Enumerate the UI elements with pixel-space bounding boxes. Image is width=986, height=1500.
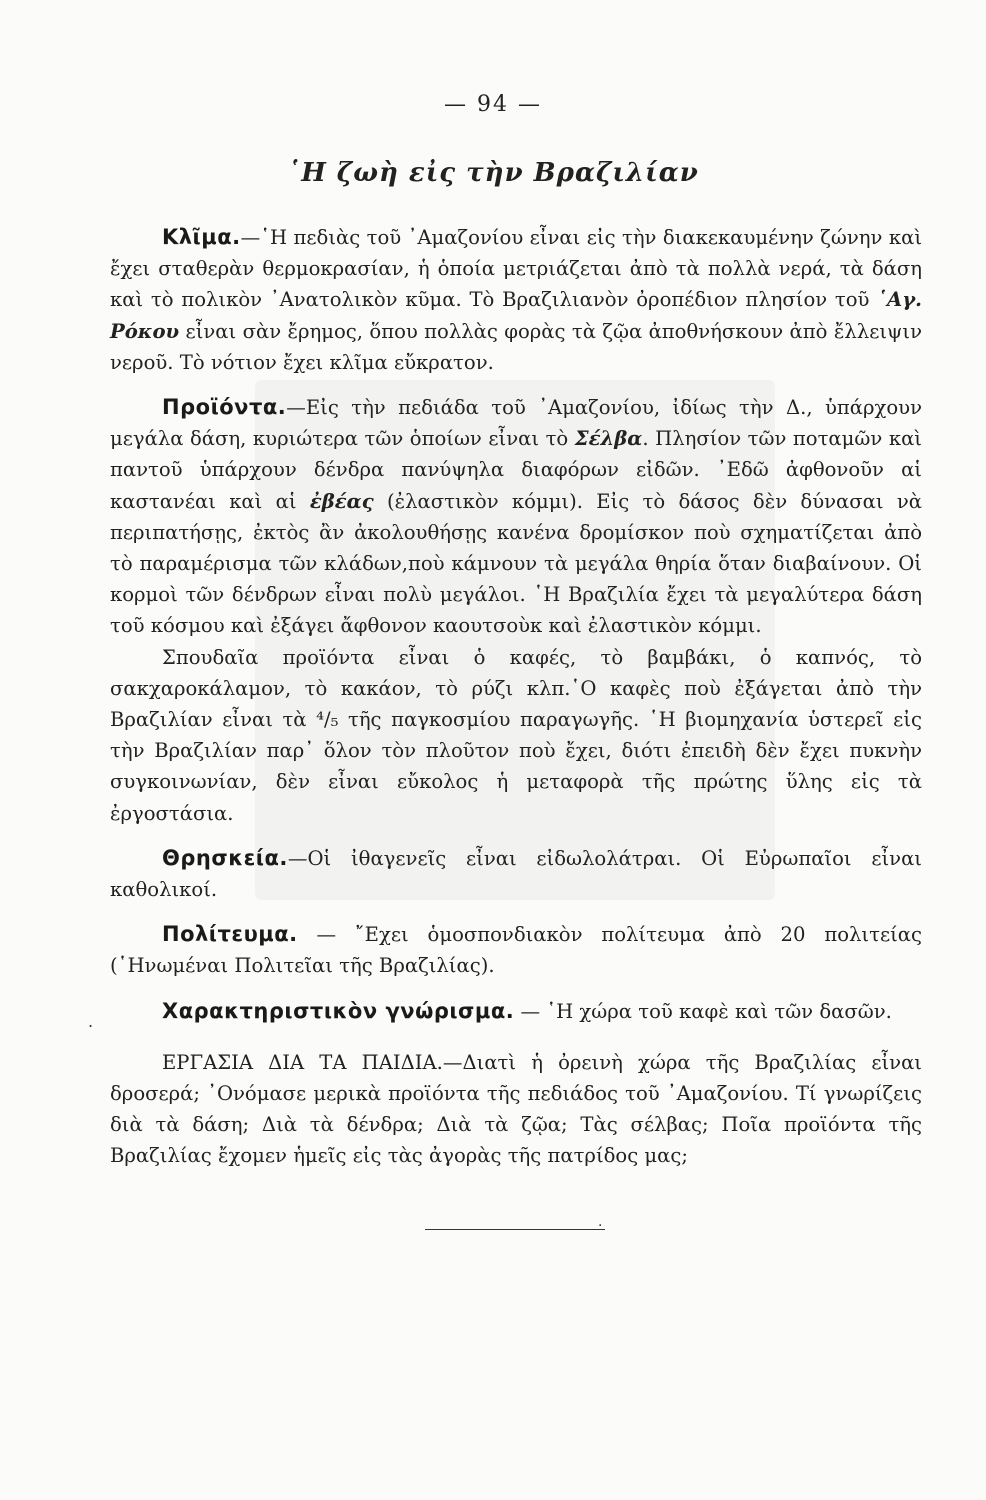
heading-threskeia: Θρησκεία. — [162, 845, 288, 870]
proionta-text-2: . Πλησίον τῶν ποταμῶν καὶ παντοῦ ὑπάρχουν δένδρα πανύψηλα διαφόρων εἰδῶν. ᾿Εδῶ ἀφθονοῦν αἱ καστανέαι καὶ αἱ — [110, 427, 922, 513]
proionta-text-1: —Εἰς τὴν πεδιάδα τοῦ ᾿Αμαζονίου, ἰδίως τὴν Δ., ὑπάρχουν μεγάλα δάση, κυριώτερα τῶν ὁποίων εἶναι τὸ — [110, 396, 922, 451]
threskeia-text: —Οἱ ἰθαγενεῖς εἶναι εἰδωλολάτραι. Οἱ Εὐρωπαῖοι εἶναι καθολικοί. — [110, 846, 922, 902]
paragraph-spoudaia — [110, 642, 922, 829]
paragraph-ergasia — [110, 1047, 922, 1172]
body-text — [110, 222, 922, 1172]
heading-proionta: Προϊόντα. — [162, 395, 287, 420]
margin-dot-mark: . — [88, 1012, 94, 1031]
page-number: — 94 — — [444, 92, 542, 117]
spoudaia-fraction: ⁴/₅ — [316, 708, 339, 732]
proionta-text-3: (ἐλαστικὸν κόμμι). Εἰς τὸ δάσος δὲν δύνασαι νὰ περιπατήσῃς, ἐκτὸς ἂν ἀκολουθήσῃς κανένα δρομίσκον ποὺ σχηματίζεται ἀπὸ τὸ παραμέρισμα τῶν κλάδων,ποὺ κάμνουν τὰ μεγάλα θηρία ὅταν διαβαίνουν. Οἱ κορμοὶ τῶν δένδρων εἶναι πολὺ μεγάλοι. ῾Η Βραζιλία ἔχει τὰ μεγαλύτερα δάση τοῦ κόσμου καὶ ἐξάγει ἄφθονον καουτσοὺκ καὶ ἐλαστικὸν κόμμι. — [110, 489, 922, 638]
klima-text-2: εἶναι σὰν ἔρημος, ὅπου πολλὰς φορὰς τὰ ζῷα ἀποθνήσκουν ἀπὸ ἔλλειψιν νεροῦ. Τὸ νότιον ἔχει κλῖμα εὔκρατον. — [110, 319, 922, 374]
paragraph-proionta — [110, 392, 922, 642]
paragraph-klima — [110, 222, 922, 378]
klima-emphasis: ῾Αγ. Ρόκου — [110, 288, 922, 343]
klima-text-1: —῾Η πεδιὰς τοῦ ᾿Αμαζονίου εἶναι εἰς τὴν διακεκαυμένην ζώνην καὶ ἔχει σταθερὰν θερμοκρασίαν, ἡ ὁποία μετριάζεται ἀπὸ τὰ πολλὰ νερά, τὰ δάση καὶ τὸ πολικὸν ᾿Ανατολικὸν κῦμα. Τὸ Βραζιλιανὸν ὀροπέδιον πλησίον τοῦ — [110, 226, 922, 312]
gnorisma-text: — ῾Η χώρα τοῦ καφὲ καὶ τῶν δασῶν. — [514, 999, 892, 1023]
heading-politeuma: Πολίτευμα. — [162, 922, 298, 947]
paragraph-threskeia — [110, 843, 922, 905]
spoudaia-text-1: Σπουδαῖα προϊόντα εἶναι ὁ καφές, τὸ βαμβάκι, ὁ καπνός, τὸ σακχαροκάλαμον, τὸ κακάον, τὸ ρύζι κλπ.῾Ο καφὲς ποὺ ἐξάγεται ἀπὸ τὴν Βραζιλίαν εἶναι τὰ — [110, 645, 922, 732]
heading-ergasia: ΕΡΓΑΣΙΑ ΔΙΑ ΤΑ ΠΑΙΔΙΑ. — [162, 1050, 443, 1074]
politeuma-text: — ῎Εχει ὁμοσπονδιακὸν πολίτευμα ἀπὸ 20 πολιτείας (῾Ηνωμέναι Πολιτεῖαι τῆς Βραζιλίας). — [110, 923, 922, 978]
paragraph-gnorisma — [110, 996, 922, 1027]
ergasia-text: —Διατὶ ἡ ὀρεινὴ χώρα τῆς Βραζιλίας εἶναι δροσερά; ᾿Ονόμασε μερικὰ προϊόντα τῆς πεδιάδος τοῦ ᾿Αμαζονίου. Τί γνωρίζεις διὰ τὰ δάση; Διὰ τὰ δένδρα; Διὰ τὰ ζῷα; Τὰς σέλβας; Ποῖα προϊόντα τῆς Βραζιλίας ἔχομεν ἡμεῖς εἰς τὰς ἀγορὰς τῆς πατρίδος μας; — [110, 1050, 922, 1168]
end-separator-rule — [425, 1229, 605, 1230]
page-title: ῾Η ζωὴ εἰς τὴν Βραζιλίαν — [287, 158, 699, 188]
paragraph-politeuma — [110, 919, 922, 981]
heading-gnorisma: Χαρακτηριστικὸν γνώρισμα. — [162, 998, 515, 1023]
proionta-emphasis-selva: Σέλβα — [574, 427, 643, 451]
spoudaia-text-2: τῆς παγκοσμίου παραγωγῆς. ῾Η βιομηχανία ὑστερεῖ εἰς τὴν Βραζιλίαν παρ᾿ ὅλον τὸν πλοῦτον ποὺ ἔχει, διότι ἐπειδὴ δὲν ἔχει πυκνὴν συγκοινωνίαν, δὲν εἶναι εὔκολος ἡ μεταφορὰ τῆς πρώτης ὕλης εἰς τὰ ἐργοστάσια. — [110, 708, 922, 825]
heading-klima: Κλῖμα. — [162, 225, 241, 249]
proionta-emphasis-evea: ἐβέας — [309, 489, 374, 513]
separator-dot-mark: · — [598, 1218, 603, 1234]
